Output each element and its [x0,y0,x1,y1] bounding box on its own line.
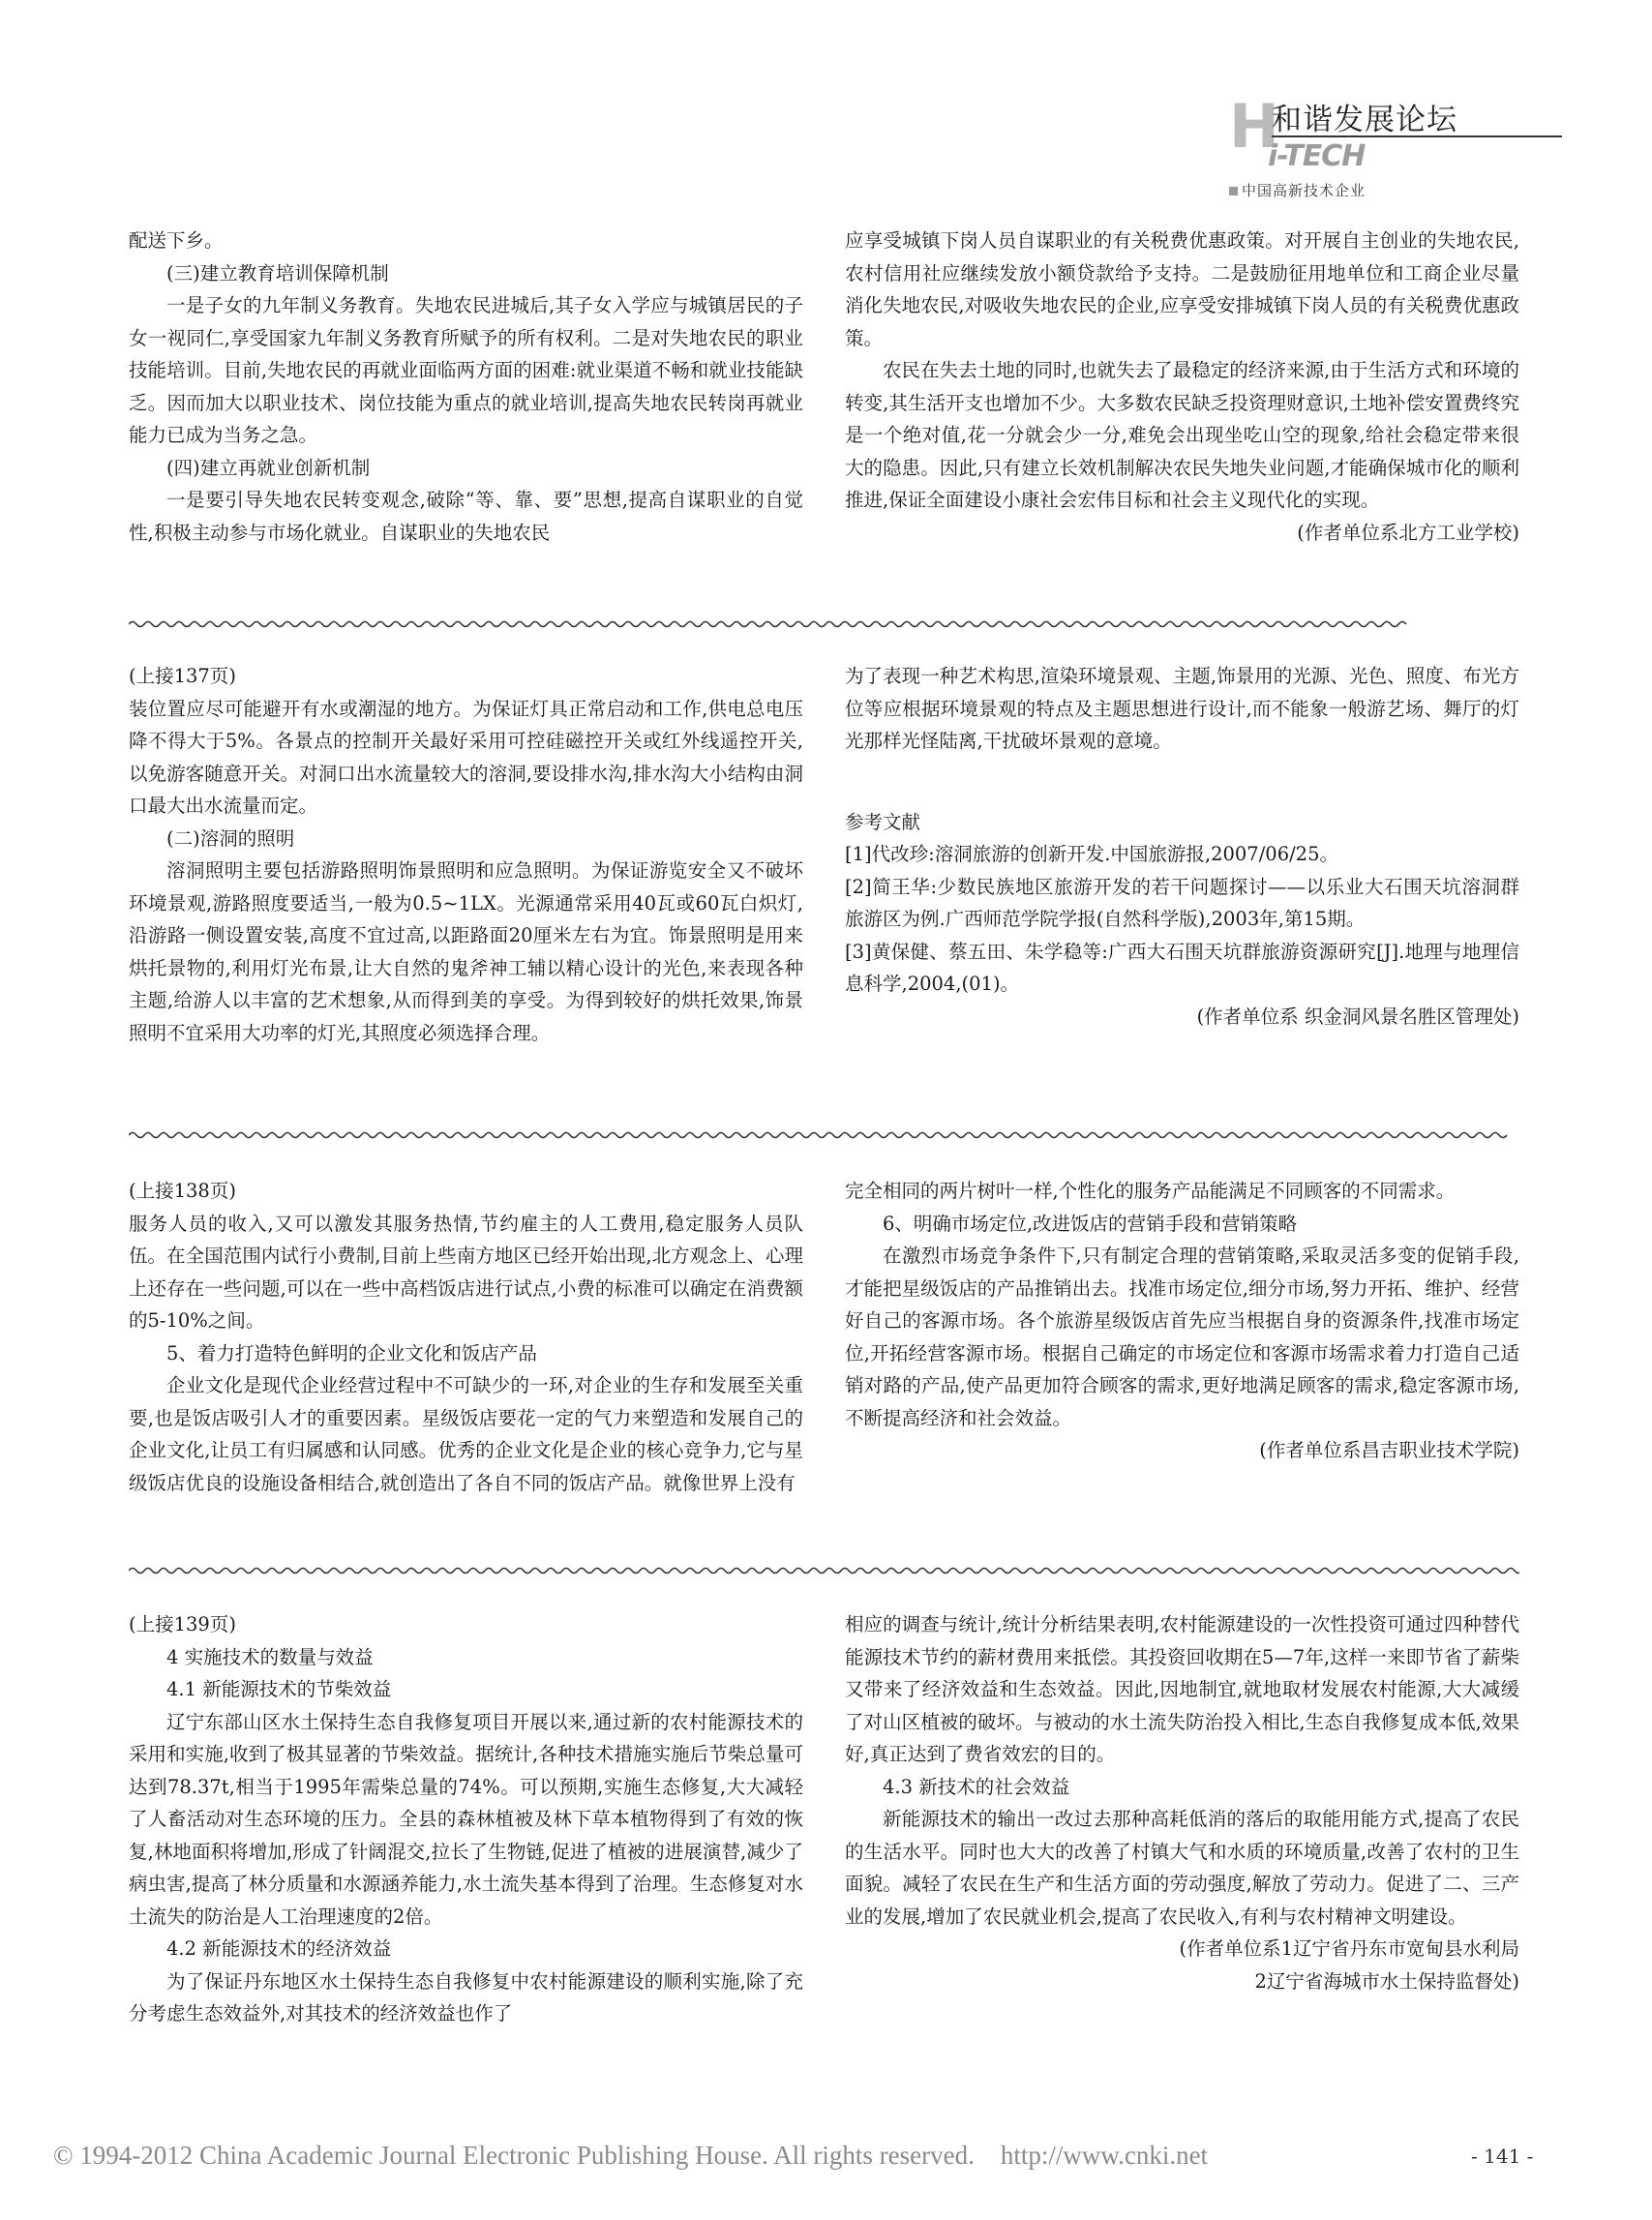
author-affiliation: 2辽宁省海城市水土保持监督处) [1254,1969,1519,1993]
journal-header [1229,91,1519,207]
subheading: 4.3 新技术的社会效益 [883,1775,1070,1798]
continuation-note: (上接138页) [129,1180,236,1202]
paragraph: 新能源技术的输出一改过去那种高耗低消的落后的取能用能方式,提高了农民的生活水平。同时也大大的改善了村镇大气和水质的环境质量,改善了农村的卫生面貌。减轻了农民在生产和生活方面的劳动强度,解放了劳动力。促进了二、三产业的发展,增加了农民就业机会,提高了农民收入,有利与农村精神文明建设。 [845,1808,1519,1928]
author-affiliation: (作者单位系昌吉职业技术学院) [1259,1439,1519,1461]
square-icon [1229,187,1238,195]
logo-tech: i-TECH [1268,139,1366,173]
right-column [845,225,1519,549]
right-column [845,660,1519,1033]
wavy-divider [129,1566,1519,1575]
paragraph: 辽宁东部山区水土保持生态自我修复项目开展以来,通过新的农村能源技术的采用和实施,收到了极其显著的节柴效益。据统计,各种技术措施实施后节柴总量可达到78.37t,相当于1995年需柴总量的74%。可以预期,实施生态修复,大大减轻了人畜活动对生态环境的压力。全县的森林植被及林下草本植物得到了有效的恢复,林地面积将增加,形成了针阔混交,拉长了生物链,促进了植被的进展演替,减少了病虫害,提高了林分质量和水源涵养能力,水土流失基本得到了治理。生态修复对水土流失的防治是人工治理速度的2倍。 [129,1710,803,1928]
paragraph: 在激烈市场竞争条件下,只有制定合理的营销策略,采取灵活多变的促销手段,才能把星级饭店的产品推销出去。找准市场定位,细分市场,努力开拓、维护、经营好自己的客源市场。各个旅游星级饭店首先应当根据自身的资源条件,找准市场定位,开拓经营客源市场。根据自己确定的市场定位和客源市场需求着力打造自己适销对路的产品,使产品更加符合顾客的需求,更好地满足顾客的需求,稳定客源市场,不断提高经济和社会效益。 [845,1245,1519,1429]
reference-item: [3]黄保健、蔡五田、朱学稳等:广西大石围天坑群旅游资源研究[J].地理与地理信息科学,2004,(01)。 [845,940,1519,995]
logo-letter: H [1229,91,1276,162]
reference-item: [2]简王华:少数民族地区旅游开发的若干问题探讨——以乐业大石围天坑溶洞群旅游区为例.广西师范学院学报(自然科学版),2003年,第15期。 [845,875,1519,930]
subheading: (二)溶洞的照明 [166,826,295,850]
left-column [129,1175,803,1499]
paragraph: 农民在失去土地的同时,也就失去了最稳定的经济来源,由于生活方式和环境的转变,其生活开支也增加不少。大多数农民缺乏投资理财意识,土地补偿安置费终究是一个绝对值,花一分就会少一分,难免会出现坐吃山空的现象,给社会稳定带来很大的隐患。因此,只有建立长效机制解决农民失地失业问题,才能确保城市化的顺利推进,保证全面建设小康社会宏伟目标和社会主义现代化的实现。 [845,359,1519,511]
wavy-divider [129,1130,1519,1140]
page-number: - 141 - [1471,2145,1534,2168]
wavy-divider [129,619,1519,629]
right-column [845,1608,1519,1997]
paragraph: 为了表现一种艺术构思,渲染环境景观、主题,饰景用的光源、光色、照度、布光方位等应根据环境景观的特点及主题思想进行设计,而不能象一般游艺场、舞厅的灯光那样光怪陆离,干扰破坏景观的意境。 [845,665,1519,752]
continuation-note: (上接137页) [129,665,236,687]
header-rule [1272,135,1562,137]
left-column [129,225,803,549]
column-title: 和谐发展论坛 [1272,103,1457,137]
header-subtitle: 中国高新技术企业 [1229,180,1366,200]
paragraph: 配送下乡。 [129,229,224,252]
paragraph: 溶洞照明主要包括游路照明饰景照明和应急照明。为保证游览安全又不破坏环境景观,游路照度要适当,一般为0.5~1LX。光源通常采用40瓦或60瓦白炽灯,沿游路一侧设置安装,高度不宜过高,以距路面20厘米左右为宜。饰景照明是用来烘托景物的,利用灯光布景,让大自然的鬼斧神工辅以精心设计的光色,来表现各种主题,给游人以丰富的艺术想象,从而得到美的享受。为得到较好的烘托效果,饰景照明不宜采用大功率的灯光,其照度必须选择合理。 [129,859,803,1044]
left-column [129,1608,803,2030]
subheading: 4.1 新能源技术的节柴效益 [166,1678,392,1700]
author-affiliation: (作者单位系北方工业学校) [1297,521,1519,544]
paragraph: 为了保证丹东地区水土保持生态自我修复中农村能源建设的顺利实施,除了充分考虑生态效益外,对其技术的经济效益也作了 [129,1969,803,2025]
author-affiliation: (作者单位系 织金洞风景名胜区管理处) [1196,1005,1519,1028]
subheading: 6、明确市场定位,改进饭店的营销手段和营销策略 [883,1212,1298,1235]
copyright-footer: © 1994-2012 China Academic Journal Electronic Publishing House. All rights reserved. http://www.cnki.net [53,2141,1209,2170]
section-heading: 4 实施技术的数量与效益 [166,1645,374,1668]
subheading: (三)建立教育培训保障机制 [166,261,389,285]
subheading: (四)建立再就业创新机制 [166,456,371,479]
subheading: 5、着力打造特色鲜明的企业文化和饭店产品 [166,1341,537,1365]
reference-item: [1]代改珍:溶洞旅游的创新开发.中国旅游报,2007/06/25。 [845,843,1338,865]
right-column [845,1175,1519,1467]
paragraph: 企业文化是现代企业经营过程中不可缺少的一环,对企业的生存和发展至关重要,也是饭店吸引人才的重要因素。星级饭店要花一定的气力来塑造和发展自己的企业文化,让员工有归属感和认同感。优秀的企业文化是企业的核心竞争力,它与星级饭店优良的设施设备相结合,就创造出了各自不同的饭店产品。就像世界上没有 [129,1374,803,1494]
paragraph: 一是子女的九年制义务教育。失地农民进城后,其子女入学应与城镇居民的子女一视同仁,享受国家九年制义务教育所赋予的所有权利。二是对失地农民的职业技能培训。目前,失地农民的再就业面临两方面的困难:就业渠道不畅和就业技能缺乏。因而加大以职业技术、岗位技能为重点的就业培训,提高失地农民转岗再就业能力已成为当务之急。 [129,294,803,446]
paragraph: 应享受城镇下岗人员自谋职业的有关税费优惠政策。对开展自主创业的失地农民,农村信用社应继续发放小额贷款给予支持。二是鼓励征用地单位和工商企业尽量消化失地农民,对吸收失地农民的企业,应享受安排城镇下岗人员的有关税费优惠政策。 [845,229,1519,349]
paragraph: 相应的调查与统计,统计分析结果表明,农村能源建设的一次性投资可通过四种替代能源技术节约的薪材费用来抵偿。其投资回收期在5—7年,这样一来即节省了薪柴又带来了经济效益和生态效益。因此,因地制宜,就地取材发展农村能源,大大减缓了对山区植被的破坏。与被动的水土流失防治投入相比,生态自我修复成本低,效果好,真正达到了费省效宏的目的。 [845,1613,1519,1765]
paragraph: 一是要引导失地农民转变观念,破除“等、靠、要”思想,提高自谋职业的自觉性,积极主动参与市场化就业。自谋职业的失地农民 [129,489,803,544]
paragraph: 服务人员的收入,又可以激发其服务热情,节约雇主的人工费用,稳定服务人员队伍。在全国范围内试行小费制,目前上些南方地区已经开始出现,北方观念上、心理上还存在一些问题,可以在一些中高档饭店进行试点,小费的标准可以确定在消费额的5-10%之间。 [129,1212,803,1332]
subheading: 4.2 新能源技术的经济效益 [166,1937,392,1960]
left-column [129,660,803,1049]
paragraph: 完全相同的两片树叶一样,个性化的服务产品能满足不同顾客的不同需求。 [845,1180,1456,1202]
continuation-note: (上接139页) [129,1613,236,1635]
paragraph: 装位置应尽可能避开有水或潮湿的地方。为保证灯具正常启动和工作,供电总电压降不得大于5%。各景点的控制开关最好采用可控硅磁控开关或红外线遥控开关,以免游客随意开关。对洞口出水流量较大的溶洞,要设排水沟,排水沟大小结构由洞口最大出水流量而定。 [129,697,803,817]
references-heading: 参考文献 [845,810,921,833]
author-affiliation: (作者单位系1辽宁省丹东市宽甸县水利局 [1179,1937,1519,1960]
